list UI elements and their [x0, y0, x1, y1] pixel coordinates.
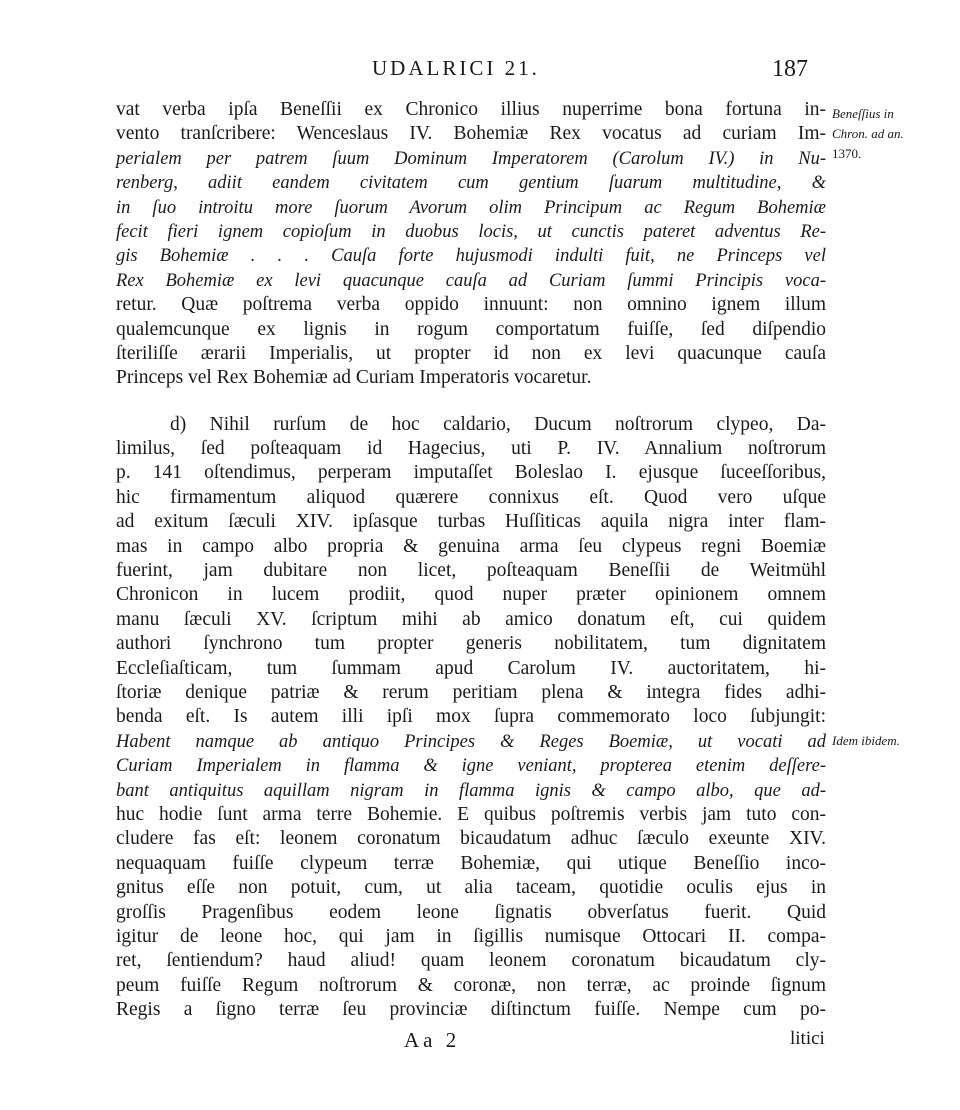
text-line: nequaquam fuiſſe clypeum terræ Bohemiæ, qui utique Beneſſio inco- — [116, 852, 826, 874]
text-line: manu ſæculi XV. ſcriptum mihi ab amico donatum eſt, cui quidem — [116, 608, 826, 630]
text-line: renberg, adiit eandem civitatem cum gentium ſuarum multitudine, & — [116, 173, 826, 194]
text-line: in ſuo introitu more ſuorum Avorum olim Principum ac Regum Bohemiæ — [116, 197, 826, 218]
running-title: UDALRICI 21. — [372, 56, 540, 80]
text-line: Rex Bohemiæ ex levi quacunque cauſa ad Curiam ſummi Principis voca- — [116, 270, 826, 291]
text-line: Eccleſiaſticam, tum ſummam apud Carolum IV. auctoritatem, hi- — [116, 657, 826, 679]
margin-note-line: Chron. ad an. — [832, 126, 904, 141]
text-line: ret, ſentiendum? haud aliud! quam leonem coronatum bicaudatum cly- — [116, 950, 826, 972]
text-line: ſteriliſſe ærarii Imperialis, ut propter id non ex levi quacunque cauſa — [116, 342, 826, 364]
margin-note-line: 1370. — [832, 146, 862, 161]
text-line: peum fuiſſe Regum noſtrorum & coronæ, non terræ, ac proinde ſignum — [116, 974, 826, 996]
text-line: fecit fieri ignem copioſum in duobus locis, ut cunctis pateret adventus Re- — [116, 221, 826, 242]
text-line: ad exitum ſæculi XIV. ipſasque turbas Huſſiticas aquila nigra inter flam- — [116, 511, 826, 533]
text-line: mas in campo albo propria & genuina arma ſeu clypeus regni Boemiæ — [116, 535, 826, 557]
text-line: gis Bohemiæ . . . Cauſa forte hujusmodi indulti fuit, ne Princeps vel — [116, 246, 826, 267]
text-line: gnitus eſſe non potuit, cum, ut alia taceam, quotidie oculis ejus in — [116, 877, 826, 899]
page-header — [0, 56, 960, 88]
text-line: vento tranſcribere: Wenceslaus IV. Bohemiæ Rex vocatus ad curiam Im- — [116, 123, 826, 145]
text-line: d) Nihil rurſum de hoc caldario, Ducum noſtrorum clypeo, Da- — [170, 413, 826, 435]
margin-note — [832, 731, 956, 751]
text-line: huc hodie ſunt arma terre Bohemie. E quibus poſtremis verbis jam tuto con- — [116, 803, 826, 825]
text-line: vat verba ipſa Beneſſii ex Chronico illius nuperrime bona fortuna in- — [116, 99, 826, 120]
margin-note — [832, 104, 956, 164]
paragraph-gap — [116, 391, 826, 413]
text-line: fuerint, jam dubitare non licet, poſteaquam Beneſſii de Weitmühl — [116, 560, 826, 582]
margin-note-line: Idem ibidem. — [832, 733, 900, 748]
text-line: igitur de leone hoc, qui jam in ſigillis numisque Ottocari II. compa- — [116, 925, 826, 947]
text-line: retur. Quæ poſtrema verba oppido innuunt: non omnino ignem illum — [116, 294, 826, 316]
text-line: limilus, ſed poſteaquam id Hagecius, uti P. IV. Annalium noſtrorum — [116, 438, 826, 460]
text-line: Chronicon in lucem prodiit, quod nuper præter opinionem omnem — [116, 584, 826, 606]
text-line: benda eſt. Is autem illi ipſi mox ſupra commemorato loco ſubjungit: — [116, 706, 826, 728]
text-line: groſſis Pragenſibus eodem leone ſignatis obverſatus fuerit. Quid — [116, 901, 826, 923]
text-line: Regis a ſigno terræ ſeu provinciæ diſtinctum fuiſſe. Nempe cum po- — [116, 999, 826, 1021]
text-line: bant antiquitus aquillam nigram in flamma ignis & campo albo, que ad- — [116, 780, 826, 801]
text-line: hic firmamentum aliquod quærere connixus eſt. Quod vero uſque — [116, 486, 826, 508]
catchword: litici — [790, 1028, 825, 1049]
text-line: qualemcunque ex lignis in rogum comportatum fuiſſe, ſed diſpendio — [116, 318, 826, 340]
text-line: perialem per patrem ſuum Dominum Imperatorem (Carolum IV.) in Nu- — [116, 148, 826, 169]
margin-note-line: Beneſſius in — [832, 106, 894, 121]
text-line: Curiam Imperialem in flamma & igne veniant, propterea etenim deſſere- — [116, 756, 826, 777]
text-line: authori ſynchrono tum propter generis nobilitatem, tum dignitatem — [116, 633, 826, 655]
text-line: Habent namque ab antiquo Principes & Reges Boemiæ, ut vocati ad — [116, 731, 826, 752]
page-number: 187 — [772, 56, 808, 82]
body-text — [116, 98, 826, 1022]
signature-mark: Aa 2 — [404, 1028, 461, 1052]
text-line: Princeps vel Rex Bohemiæ ad Curiam Imperatoris vocaretur. — [116, 367, 592, 389]
text-line: cludere fas eſt: leonem coronatum bicaudatum adhuc ſæculo exeunte XIV. — [116, 828, 826, 850]
text-line: ſtoriæ denique patriæ & rerum peritiam plena & integra fides adhi- — [116, 681, 826, 703]
text-line: p. 141 oſtendimus, perperam imputaſſet Boleslao I. ejusque ſuceeſſoribus, — [116, 462, 826, 484]
